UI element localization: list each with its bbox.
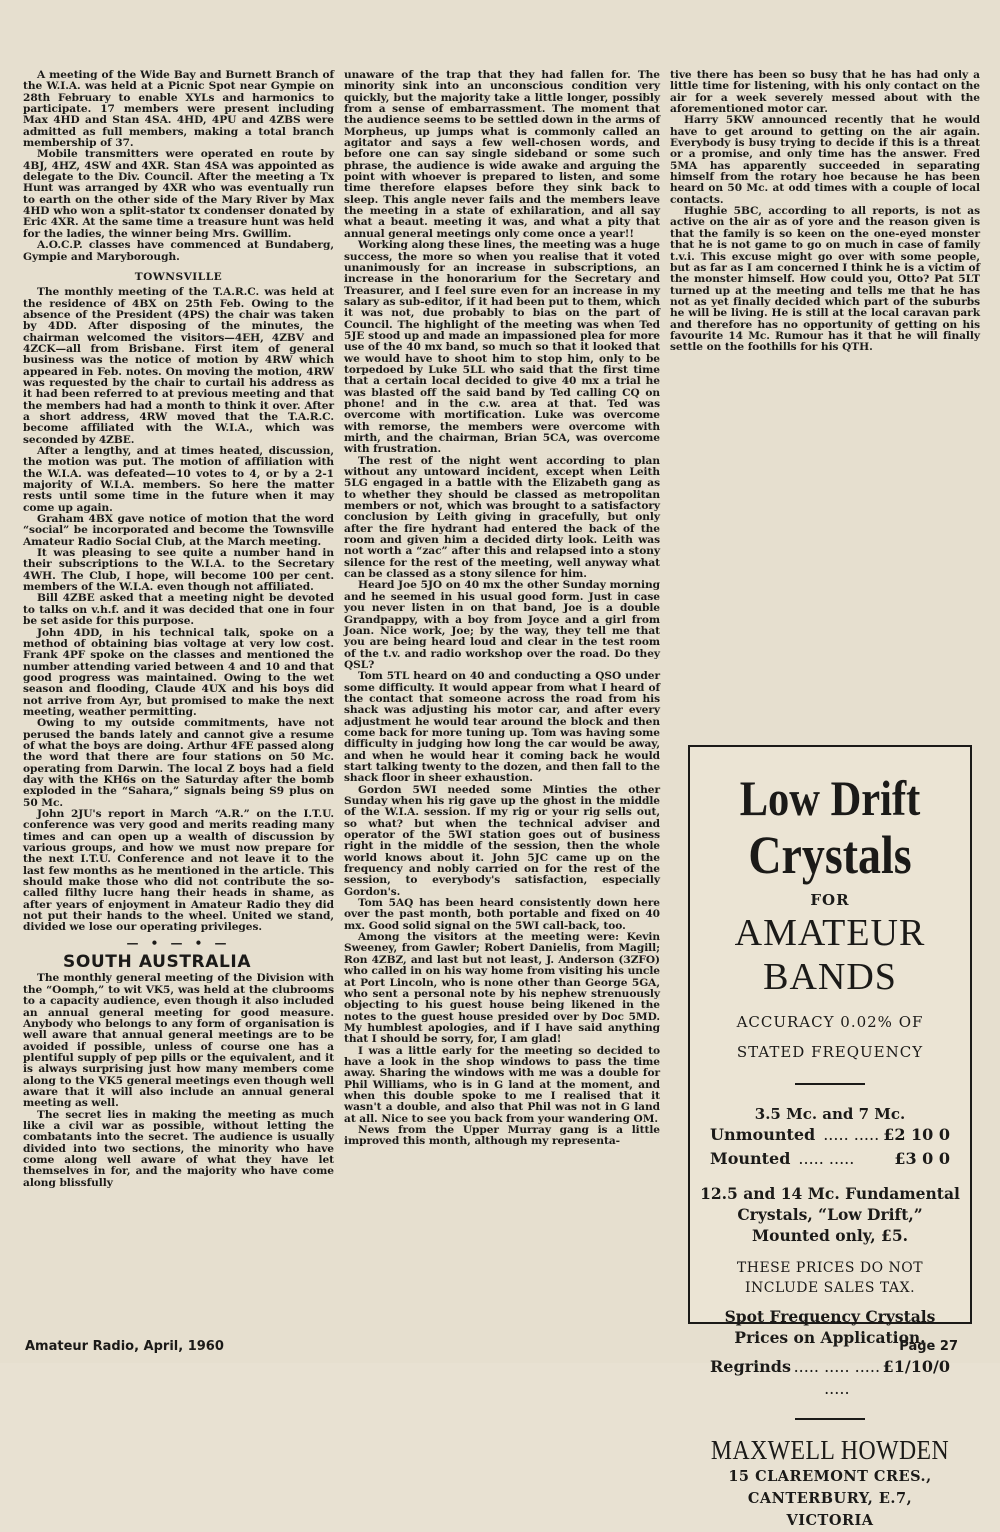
paragraph: Gordon 5WI needed some Minties the other Sunday when his rig gave up the ghost in the middle of the W.I.A. session. If my rig or your rig sells out, so what? but when the technical adviser and operator of the 5WI station goes out of business right in the middle of the session, then the whole world knows about it. John 5JC came up on the frequency and nobly carried on for the rest of the session, to everybody's satisfaction, especially Gordon's. bbox=[344, 783, 660, 898]
footer-publication: Amateur Radio, April, 1960 bbox=[25, 1339, 224, 1354]
paragraph: tive there has been so busy that he has had only a little time for listening, with his only contact on the air for a week severely messed about with the aforementioned motor car. bbox=[670, 69, 980, 116]
paragraph: unaware of the trap that they had fallen for. The minority sink into an unconscious condition very quickly, but the majority take a little longer, possibly from a sense of embarrassment. The moment that the audience seems to be settled down in the arms of Morpheus, up jumps what is commonly called an agitator and says a few well-chosen words, and before one can say single sideband or some such phrase, the audience is wide awake and arguing the point with whoever is prepared to listen, and some time therefore elapses before they sink back to sleep. This angle never fails and the members leave the meeting in a state of exhilaration, and all say what a beaut. meeting it was, and what a pity that annual general meetings only come once a year!! bbox=[344, 69, 660, 240]
paragraph: Among the visitors at the meeting were: Kevin Sweeney, from Gawler; Robert Danielis, from Magill; Ron 4ZBZ, and last but not least, J. Anderson (3ZFO) who called in on his way home from visiting his uncle at Port Lincoln, who is none other than George 5GA, who sent a personal note by his nephew strenuously objecting to his guest house being likened in the notes to the guest house presided over by Doc 5MD. My humblest apologies, and if I have said anything that I should be sorry, for, I am glad! bbox=[344, 931, 660, 1046]
paragraph: Graham 4BX gave notice of motion that the word “social” be incorporated and become the Townsville Amateur Radio Social Club, at the March meeting. bbox=[23, 513, 334, 548]
ad-price-row-unmounted bbox=[690, 1123, 970, 1147]
paragraph: Bill 4ZBE asked that a meeting night be devoted to talks on v.h.f. and it was decided that one in four be set aside for this purpose. bbox=[23, 592, 334, 628]
paragraph: John 4DD, in his technical talk, spoke on a method of obtaining bias voltage at very low cost. Frank 4PF spoke on the classes and mentioned the number attending varied between 4 and 10 and that good progress was maintained. Owing to the wet season and flooding, Claude 4UX and his boys did not arrive from Ayr, but promised to make the next meeting, weather permitting. bbox=[23, 626, 334, 718]
ad-price-label: Unmounted bbox=[710, 1125, 816, 1144]
section-heading-south-australia: SOUTH AUSTRALIA bbox=[63, 952, 252, 973]
paragraph: The secret lies in making the meeting as much like a civil war as possible, without letting the combatants into the secret. The audience is usually divided into two sections, the minority who have come along well aware of what they have let themselves in for, and the majority who have come along blissfully bbox=[23, 1108, 334, 1189]
ad-price-row-mounted bbox=[690, 1147, 970, 1171]
ad-accuracy-line1: ACCURACY 0.02% OF bbox=[736, 1013, 924, 1031]
ad-price-value: £3 0 0 bbox=[894, 1149, 950, 1168]
ad-spot-line2: Prices on Application. bbox=[734, 1328, 926, 1347]
section-heading-townsville: TOWNSVILLE bbox=[134, 270, 223, 283]
column-3 bbox=[670, 70, 980, 354]
section-separator: — • — • — bbox=[126, 935, 231, 950]
ad-headline-crystals: Crystals bbox=[748, 825, 912, 885]
ad-address-line2: CANTERBURY, E.7, bbox=[747, 1490, 913, 1507]
paragraph: Tom 5AQ has been heard consistently down here over the past month, both portable and fixed on 40 mx. Good solid signal on the 5WI call-back, too. bbox=[344, 897, 660, 932]
ad-price-label: Mounted bbox=[710, 1149, 791, 1168]
ad-bands-label: BANDS bbox=[763, 956, 897, 998]
ad-fund-line1: 12.5 and 14 Mc. Fundamental bbox=[700, 1184, 960, 1203]
ad-frequency-range: 3.5 Mc. and 7 Mc. bbox=[754, 1105, 906, 1123]
ad-tax-line2: INCLUDE SALES TAX. bbox=[744, 1280, 916, 1296]
column-1 bbox=[23, 70, 334, 1189]
ad-headline-low-drift: Low Drift bbox=[739, 770, 921, 826]
paragraph: News from the Upper Murray gang is a little improved this month, although my representa- bbox=[344, 1123, 660, 1148]
paragraph: Harry 5KW announced recently that he would have to get around to getting on the air again. Everybody is busy trying to decide if this is a threat or a promise, and only time has the answer. Fred 5MA has apparently succeeded in separating himself from the rotary hoe because he has been heard on 50 Mc. at odd times with a couple of local contacts. bbox=[670, 114, 980, 206]
ad-address bbox=[690, 1466, 970, 1532]
paragraph: Owing to my outside commitments, have not perused the bands lately and cannot give a resume of what the boys are doing. Arthur 4FE passed along the word that there are four stations on 50 Mc. operating from Darwin. The local Z boys had a field day with the KH6s on the Saturday after the bomb exploded in the “Sahara,” signals being S9 plus on 50 Mc. bbox=[23, 717, 334, 809]
ad-fund-line2: Crystals, “Low Drift,” bbox=[737, 1205, 923, 1224]
ad-regrinds-label: Regrinds bbox=[710, 1357, 791, 1376]
paragraph: Heard Joe 5JO on 40 mx the other Sunday morning and he seemed in his usual good form. Just in case you never listen in on that band, Joe is a double Grandpappy, with a boy from Joyce and a girl from Joan. Nice work, Joe; by the way, they tell me that you are being heard loud and clear in the test room of the t.v. and radio workshop over the road. Do they QSL? bbox=[344, 579, 660, 671]
paragraph: After a lengthy, and at times heated, discussion, the motion was put. The motion of affiliation with the W.I.A. was defeated—10 votes to 4, or by a 2-1 majority of W.I.A. members. So here the matter rests until some time in the future when it may come up again. bbox=[23, 445, 334, 514]
ad-leader-dots: ..... ..... bbox=[823, 1125, 880, 1144]
paragraph: The rest of the night went according to plan without any untoward incident, except when Leith 5LG engaged in a battle with the Elizabeth gang as to whether they should be classed as metropolitan members or not, which was brought to a satisfactory conclusion by Leith giving in gracefully, but only after the fire hydrant had entered the back of the room and given him a decided dirty look. Leith was not worth a “zac” after this and relapsed into a stony silence for the rest of the meeting, well anyway what can be classed as a stony silence for him. bbox=[344, 454, 660, 581]
ad-fundamental-crystals bbox=[690, 1183, 970, 1246]
paragraph: Hughie 5BC, according to all reports, is not as active on the air as of yore and the reason given is that the family is so keen on the one-eyed monster that he is not game to go on much in case of family t.v.i. This excuse might go over with some people, but as far as I am concerned I think he is a victim of the monster himself. How could you, Otto? Pat 5LT turned up at the meeting and tells me that he has not as yet finally decided which part of the suburbs he will be living. He is still at the local caravan park and therefore has no opportunity of getting on his favourite 14 Mc. Rumour has it that he will finally settle on the foothills for his QTH. bbox=[670, 205, 980, 354]
ad-accuracy-line2: STATED FREQUENCY bbox=[736, 1043, 924, 1061]
column-2 bbox=[344, 70, 660, 1148]
ad-divider bbox=[795, 1418, 865, 1420]
paragraph: Tom 5TL heard on 40 and conducting a QSO under some difficulty. It would appear from what I heard of the contact that someone across the road from his shack was adjusting his motor car, and after every adjustment he would tear around the block and then come back for more tuning up. Tom was having some difficulty in judging how long the car would be away, and when he would hear it coming back he would start talking twenty to the dozen, and then fall to the shack floor in sheer exhaustion. bbox=[344, 670, 660, 785]
ad-accuracy bbox=[690, 1007, 970, 1067]
footer-page-number: Page 27 bbox=[899, 1339, 958, 1354]
paragraph: John 2JU's report in March “A.R.” on the I.T.U. conference was very good and merits reading many times and can open up a wealth of discussion by various groups, and how we must now prepare for the next I.T.U. Conference and not leave it to the last few months as he mentioned in the article. This should make those who did not contribute the so-called filthy lucre hang their heads in shame, as after years of enjoyment in Amateur Radio they did not put their hands to the wheel. United we stand, divided we lose our operating privileges. bbox=[23, 808, 334, 934]
paragraph: I was a little early for the meeting so decided to have a look in the shop windows to pass the time away. Sharing the windows with me was a double for Phil Williams, who is in G land at the moment, and when this double spoke to me I realised that it wasn't a double, and also that Phil was not in G land at all. Nice to see you back from your wandering OM. bbox=[344, 1044, 660, 1125]
ad-leader-dots: ..... ..... ..... ..... bbox=[793, 1357, 881, 1398]
paragraph: A.O.C.P. classes have commenced at Bundaberg, Gympie and Maryborough. bbox=[23, 239, 334, 263]
ad-price-value: £2 10 0 bbox=[883, 1125, 950, 1144]
paragraph: A meeting of the Wide Bay and Burnett Branch of the W.I.A. was held at a Picnic Spot near Gympie on 28th February to enable XYLs and harmonics to participate. 17 members were present including Max 4HD and Stan 4SA. 4HD, 4PU and 4ZBS were admitted as full members, making a total branch membership of 37. bbox=[23, 69, 334, 150]
ad-tax-notice bbox=[690, 1258, 970, 1298]
ad-company-name: MAXWELL HOWDEN bbox=[710, 1435, 950, 1465]
paragraph: The monthly meeting of the T.A.R.C. was held at the residence of 4BX on 25th Feb. Owing to the absence of the President (4PS) the chair was taken by 4DD. After disposing of the minutes, the chairman welcomed the visitors—4EH, 4ZBV and 4ZCK—all from Brisbane. First item of general business was the notice of motion by 4RW which appeared in Feb. notes. On moving the motion, 4RW was requested by the chair to curtail his address as it had been referred to at previous meeting and that the members had had a month to think it over. After a short address, 4RW moved that the T.A.R.C. become affiliated with the W.I.A., which was seconded by 4ZBE. bbox=[23, 286, 334, 446]
paragraph: The monthly general meeting of the Division with the “Oomph,” to wit VK5, was held at the clubrooms to a capacity audience, even though it also included an annual general meeting for good measure. Anybody who belongs to any form of organisation is well aware that annual general meetings are to be avoided if possible, unless of course one has a plentiful supply of pep pills or the equivalent, and it is always surprising just how many members come along to the VK5 general meetings even though well aware that it will also include an annual general meeting as well. bbox=[23, 972, 334, 1110]
paragraph: It was pleasing to see quite a number hand in their subscriptions to the W.I.A. to the Secretary 4WH. The Club, I hope, will become 100 per cent. members of the W.I.A. even though not affiliated. bbox=[23, 547, 334, 594]
ad-regrinds-price: £1/10/0 bbox=[882, 1357, 950, 1376]
ad-tax-line1: THESE PRICES DO NOT bbox=[736, 1260, 924, 1276]
ad-fund-line3: Mounted only, £5. bbox=[751, 1226, 909, 1245]
ad-divider bbox=[795, 1083, 865, 1085]
ad-for-label: FOR bbox=[810, 891, 850, 909]
paragraph: Working along these lines, the meeting was a huge success, the more so when you realise that it voted unanimously for an increase in subscriptions, an increase in the honorarium for the Secretary and Treasurer, and I feel sure even for an increase in my salary as sub-editor, if it had been put to them, which it was not, due probably to bias on the part of Council. The highlight of the meeting was when Ted 5JE stood up and made an impassioned plea for more use of the 40 mx band, so much so that it looked that we would have to shoot him to stop him, only to be torpedoed by Luke 5LL who said that the first time that a certain local decided to give 40 mx a trial he was blasted off the said band by Ted calling CQ on phone! and in the c.w. area at that. Ted was overcome with mortification. Luke was overcome with remorse, the members were overcome with mirth, and the chairman, Brian 5CA, was overcome with frustration. bbox=[344, 239, 660, 456]
paragraph: Mobile transmitters were operated en route by 4BJ, 4HZ, 4SW and 4XR. Stan 4SA was appointed as delegate to the Div. Council. After the meeting a Tx Hunt was arranged by 4XR who was eventually run to earth on the other side of the Mary River by Max 4HD who won a split-stator tx condenser donated by Eric 4XR. At the same time a treasure hunt was held for the ladies, the winner being Mrs. Gwillim. bbox=[23, 148, 334, 240]
ad-leader-dots: ..... ..... bbox=[798, 1149, 855, 1168]
ad-amateur-label: AMATEUR bbox=[734, 912, 926, 954]
ad-address-line3: VICTORIA bbox=[786, 1512, 874, 1529]
ad-address-line1: 15 CLAREMONT CRES., bbox=[728, 1468, 932, 1485]
ad-spot-line1: Spot Frequency Crystals bbox=[724, 1307, 936, 1326]
